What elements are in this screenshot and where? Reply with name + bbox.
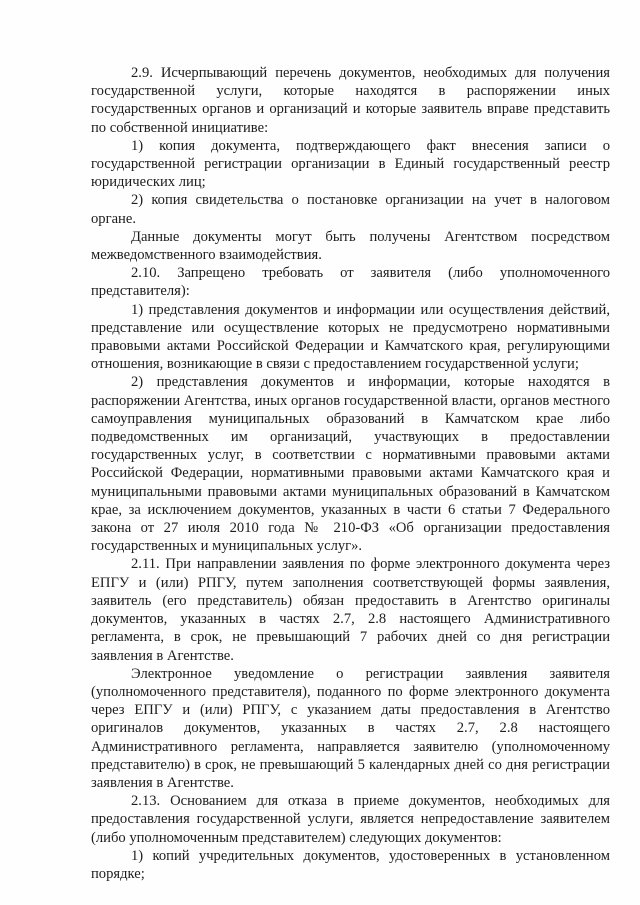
paragraph-2-10: 2.10. Запрещено требовать от заявителя (либо уполномоченного представителя): [91, 265, 610, 300]
paragraph-2-10-item-2: 2) представления документов и информации, которые находятся в распоряжении Агентства, иных органов государственной власти, органов местного самоуправления муниципальных образований в Камчатском крае либо подведомственных им организаций, участвующих в предоставлении государственных услуг, в соответствии с нормативными правовыми актами Российской Федерации, нормативными правовыми актами Камчатского края и муниципальными правовыми актами муниципальных образований в Камчатском крае, за исключением документов, указанных в части 6 статьи 7 Федерального закона от 27 июля 2010 года № 210-ФЗ «Об организации предоставления государственных и муниципальных услуг». [91, 374, 610, 555]
paragraph-2-11: 2.11. При направлении заявления по форме электронного документа через ЕПГУ и (или) РПГУ, путем заполнения соответствующей формы заявления, заявитель (его представитель) обязан предоставить в Агентство оригиналы документов, указанных в частях 2.7, 2.8 настоящего Административного регламента, в срок, не превышающий 7 рабочих дней со дня регистрации заявления в Агентстве. [91, 556, 610, 664]
paragraph-2-13-item-1: 1) копий учредительных документов, удостоверенных в установленном порядке; [91, 847, 610, 882]
paragraph-2-9-item-1: 1) копия документа, подтверждающего факт внесения записи о государственной регистрации организации в Единый государственный реестр юридических лиц; [91, 137, 610, 191]
document-body [91, 64, 610, 883]
paragraph-2-10-item-1: 1) представления документов и информации или осуществления действий, представление или осуществление которых не предусмотрено нормативными правовыми актами Российской Федерации и Камчатского края, регулирующими отношения, возникающие в связи с предоставлением государственной услуги; [91, 301, 610, 373]
paragraph-interagency-note: Данные документы могут быть получены Агентством посредством межведомственного взаимодействия. [91, 228, 610, 264]
paragraph-2-13: 2.13. Основанием для отказа в приеме документов, необходимых для предоставления государственной услуги, является непредоставление заявителем (либо уполномоченным представителем) следующих документов: [91, 793, 610, 846]
paragraph-electronic-notice: Электронное уведомление о регистрации заявления заявителя (уполномоченного представителя), поданного по форме электронного документа через ЕПГУ и (или) РПГУ, с указанием даты предоставления в Агентство оригиналов документов, указанных в частях 2.7, 2.8 настоящего Административного регламента, направляется заявителю (уполномоченному представителю) в срок, не превышающий 5 календарных дней со дня регистрации заявления в Агентстве. [91, 665, 610, 791]
paragraph-2-9: 2.9. Исчерпывающий перечень документов, необходимых для получения государственной услуги, которые находятся в распоряжении иных государственных органов и организаций и которые заявитель вправе представить по собственной инициативе: [91, 65, 610, 136]
paragraph-2-9-item-2: 2) копия свидетельства о постановке организации на учет в налоговом органе. [91, 192, 610, 227]
